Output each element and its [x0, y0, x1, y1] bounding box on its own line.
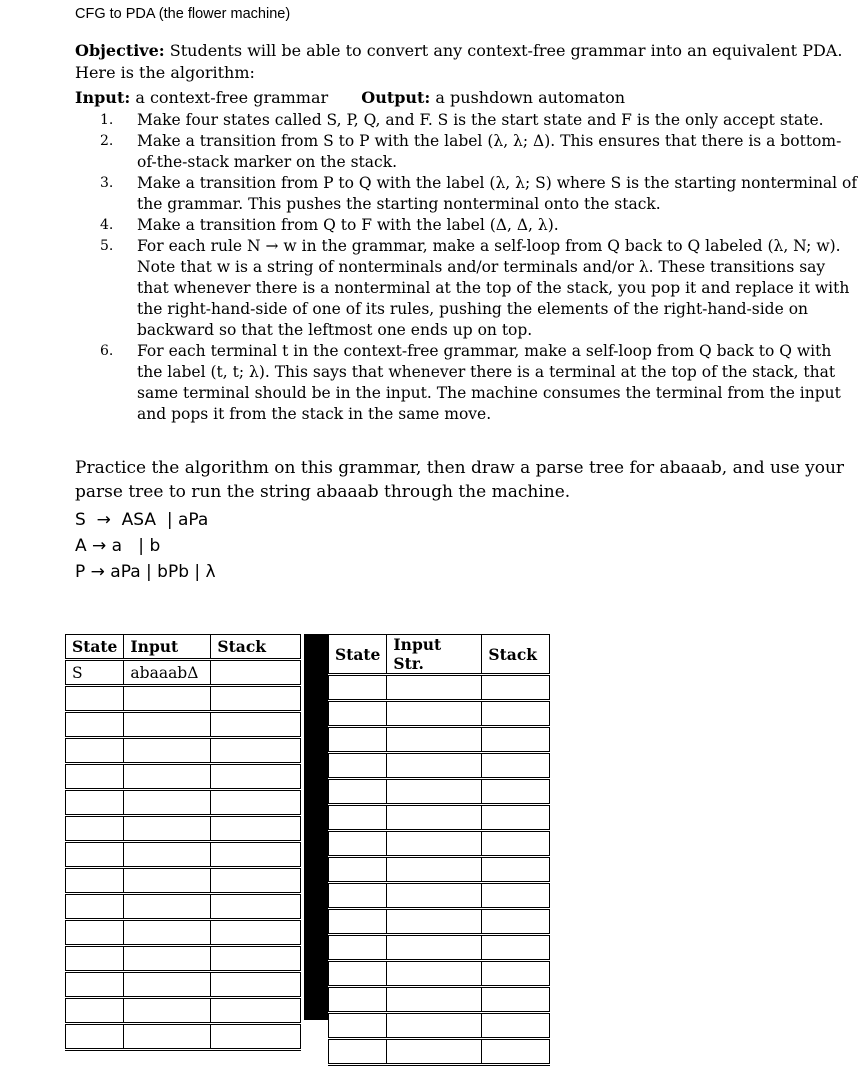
table-cell[interactable] [211, 738, 301, 764]
trace-table-right [328, 634, 550, 1066]
table-cell[interactable] [482, 961, 550, 987]
table-cell[interactable] [66, 1024, 124, 1050]
table-cell[interactable] [124, 686, 211, 712]
table-cell[interactable] [482, 987, 550, 1013]
table-cell[interactable] [482, 779, 550, 805]
table-cell[interactable] [211, 790, 301, 816]
table-cell[interactable] [387, 831, 482, 857]
table-cell[interactable] [329, 701, 387, 727]
input-label: Input: [75, 88, 131, 107]
table-cell[interactable] [124, 998, 211, 1024]
table-cell[interactable]: abaaabΔ [124, 660, 211, 686]
table-cell[interactable] [387, 883, 482, 909]
table-row [329, 883, 550, 909]
table-cell[interactable] [66, 842, 124, 868]
input-output-line [75, 87, 625, 109]
table-cell[interactable] [387, 779, 482, 805]
table-cell[interactable] [482, 857, 550, 883]
table-cell[interactable]: S [66, 660, 124, 686]
table-cell[interactable] [66, 686, 124, 712]
table-cell[interactable] [387, 727, 482, 753]
trace-table-left [65, 634, 301, 1051]
column-header-input: Input [124, 635, 211, 660]
table-cell[interactable] [124, 894, 211, 920]
table-cell[interactable] [66, 972, 124, 998]
table-cell[interactable] [124, 1024, 211, 1050]
output-text: a pushdown automaton [430, 88, 626, 107]
table-row [66, 764, 301, 790]
table-cell[interactable] [124, 920, 211, 946]
table-cell[interactable] [66, 894, 124, 920]
table-row [66, 920, 301, 946]
step-text: Make a transition from S to P with the label (λ, λ; Δ). This ensures that there is a bottom-of-the-stack marker on the stack. [137, 132, 842, 171]
table-row [66, 816, 301, 842]
input-text: a context-free grammar [130, 88, 329, 107]
table-cell[interactable] [329, 883, 387, 909]
table-row [329, 831, 550, 857]
table-cell[interactable] [211, 660, 301, 686]
table-cell[interactable] [211, 972, 301, 998]
table-cell[interactable] [66, 764, 124, 790]
table-cell[interactable] [482, 1013, 550, 1039]
table-row [329, 701, 550, 727]
table-row [329, 1039, 550, 1065]
grammar-rule: P → aPa | bPb | λ [75, 562, 216, 582]
table-cell[interactable] [387, 701, 482, 727]
table-cell[interactable] [482, 935, 550, 961]
table-row [66, 660, 301, 686]
table-row [329, 675, 550, 701]
table-divider-bar [304, 634, 328, 1020]
table-row [329, 805, 550, 831]
grammar-rule: S → ASA | aPa [75, 510, 209, 530]
table-cell[interactable] [387, 909, 482, 935]
table-row [66, 868, 301, 894]
table-cell[interactable] [211, 816, 301, 842]
page-title: CFG to PDA (the flower machine) [75, 6, 291, 22]
table-cell[interactable] [66, 868, 124, 894]
table-cell[interactable] [124, 868, 211, 894]
table-cell[interactable] [66, 920, 124, 946]
table-cell[interactable] [66, 712, 124, 738]
table-row [329, 1013, 550, 1039]
table-cell[interactable] [66, 816, 124, 842]
table-cell[interactable] [482, 727, 550, 753]
step-text: Make a transition from P to Q with the label (λ, λ; S) where S is the starting nonterminal of the grammar. This pushes the starting nonterminal onto the stack. [137, 174, 858, 213]
table-cell[interactable] [211, 842, 301, 868]
table-cell[interactable] [482, 701, 550, 727]
table-cell[interactable] [387, 987, 482, 1013]
table-cell[interactable] [329, 909, 387, 935]
table-cell[interactable] [387, 753, 482, 779]
table-cell[interactable] [66, 738, 124, 764]
step-item [100, 341, 858, 425]
table-cell[interactable] [387, 675, 482, 701]
step-text: Make four states called S, P, Q, and F. S is the start state and F is the only accept state. [137, 111, 824, 129]
column-header-state: State [66, 635, 124, 660]
table-cell[interactable] [66, 946, 124, 972]
table-cell[interactable] [329, 857, 387, 883]
table-row [329, 753, 550, 779]
table-cell[interactable] [124, 842, 211, 868]
table-cell[interactable] [482, 909, 550, 935]
table-cell[interactable] [329, 727, 387, 753]
step-item [100, 236, 858, 341]
table-cell[interactable] [124, 712, 211, 738]
objective-label: Objective: [75, 41, 165, 60]
table-cell[interactable] [482, 883, 550, 909]
table-cell[interactable] [387, 935, 482, 961]
table-cell[interactable] [211, 920, 301, 946]
column-header-stack: Stack [211, 635, 301, 660]
table-cell[interactable] [387, 805, 482, 831]
table-row [329, 987, 550, 1013]
table-cell[interactable] [387, 857, 482, 883]
step-item [100, 131, 858, 173]
table-cell[interactable] [211, 868, 301, 894]
table-cell[interactable] [482, 1039, 550, 1065]
step-item [100, 173, 858, 215]
objective-paragraph [75, 40, 850, 84]
table-cell[interactable] [482, 831, 550, 857]
table-row [329, 909, 550, 935]
table-cell[interactable] [124, 946, 211, 972]
table-cell[interactable] [211, 686, 301, 712]
table-cell[interactable] [124, 790, 211, 816]
table-row [329, 857, 550, 883]
column-header-stack: Stack [482, 635, 550, 675]
table-row [329, 961, 550, 987]
table-row [66, 790, 301, 816]
step-number: 4. [100, 217, 114, 233]
table-cell[interactable] [124, 764, 211, 790]
step-number: 1. [100, 112, 114, 128]
step-text: For each rule N → w in the grammar, make a self-loop from Q back to Q labeled (λ, N; w). Note that w is a string of nonterminals and/or terminals and/or λ. These transitions say that whenever there is a nonterminal at the top of the stack, you pop it and replace it with the right-hand-side of one of its rules, pushing the elements of the right-hand-side on backward so that the leftmost one ends up on top. [137, 237, 850, 339]
table-row [66, 972, 301, 998]
table-cell[interactable] [329, 779, 387, 805]
table-row [66, 998, 301, 1024]
table-cell[interactable] [211, 712, 301, 738]
grammar-rule: A → a | b [75, 536, 161, 556]
table-row [66, 1024, 301, 1050]
step-text: Make a transition from Q to F with the label (Δ, Δ, λ). [137, 216, 559, 234]
table-row [66, 712, 301, 738]
practice-instructions: Practice the algorithm on this grammar, then draw a parse tree for abaaab, and use your parse tree to run the string abaaab through the machine. [75, 458, 845, 502]
table-row [329, 727, 550, 753]
table-cell[interactable] [329, 935, 387, 961]
table-cell[interactable] [211, 894, 301, 920]
step-number: 6. [100, 343, 114, 359]
table-row [329, 935, 550, 961]
table-cell[interactable] [482, 805, 550, 831]
table-cell[interactable] [387, 961, 482, 987]
table-cell[interactable] [329, 831, 387, 857]
table-cell[interactable] [329, 805, 387, 831]
table-cell[interactable] [387, 1013, 482, 1039]
table-cell[interactable] [211, 998, 301, 1024]
table-row [66, 686, 301, 712]
table-cell[interactable] [329, 1013, 387, 1039]
table-row [66, 946, 301, 972]
column-header-state: State [329, 635, 387, 675]
table-cell[interactable] [482, 675, 550, 701]
objective-text: Students will be able to convert any context-free grammar into an equivalent PDA. Here is the algorithm: [75, 41, 843, 82]
table-cell[interactable] [66, 790, 124, 816]
table-row [329, 779, 550, 805]
table-cell[interactable] [66, 998, 124, 1024]
step-item [100, 110, 858, 131]
table-cell[interactable] [329, 987, 387, 1013]
table-cell[interactable] [329, 961, 387, 987]
table-cell[interactable] [387, 1039, 482, 1065]
step-item [100, 215, 858, 236]
table-cell[interactable] [211, 1024, 301, 1050]
table-row [66, 842, 301, 868]
table-cell[interactable] [329, 675, 387, 701]
step-number: 5. [100, 238, 114, 254]
step-text: For each terminal t in the context-free grammar, make a self-loop from Q back to Q with the label (t, t; λ). This says that whenever there is a terminal at the top of the stack, that same terminal should be in the input. The machine consumes the terminal from the input and pops it from the stack in the same move. [137, 342, 841, 423]
table-cell[interactable] [124, 972, 211, 998]
table-row [66, 738, 301, 764]
grammar-rules [75, 507, 216, 585]
table-cell[interactable] [124, 738, 211, 764]
table-row [66, 894, 301, 920]
table-cell[interactable] [211, 764, 301, 790]
table-cell[interactable] [211, 946, 301, 972]
table-cell[interactable] [124, 816, 211, 842]
table-cell[interactable] [482, 753, 550, 779]
step-number: 2. [100, 133, 114, 149]
output-label: Output: [361, 88, 431, 107]
step-number: 3. [100, 175, 114, 191]
table-cell[interactable] [329, 753, 387, 779]
table-cell[interactable] [329, 1039, 387, 1065]
column-header-input-str: Input Str. [387, 635, 482, 675]
algorithm-steps [100, 110, 858, 425]
